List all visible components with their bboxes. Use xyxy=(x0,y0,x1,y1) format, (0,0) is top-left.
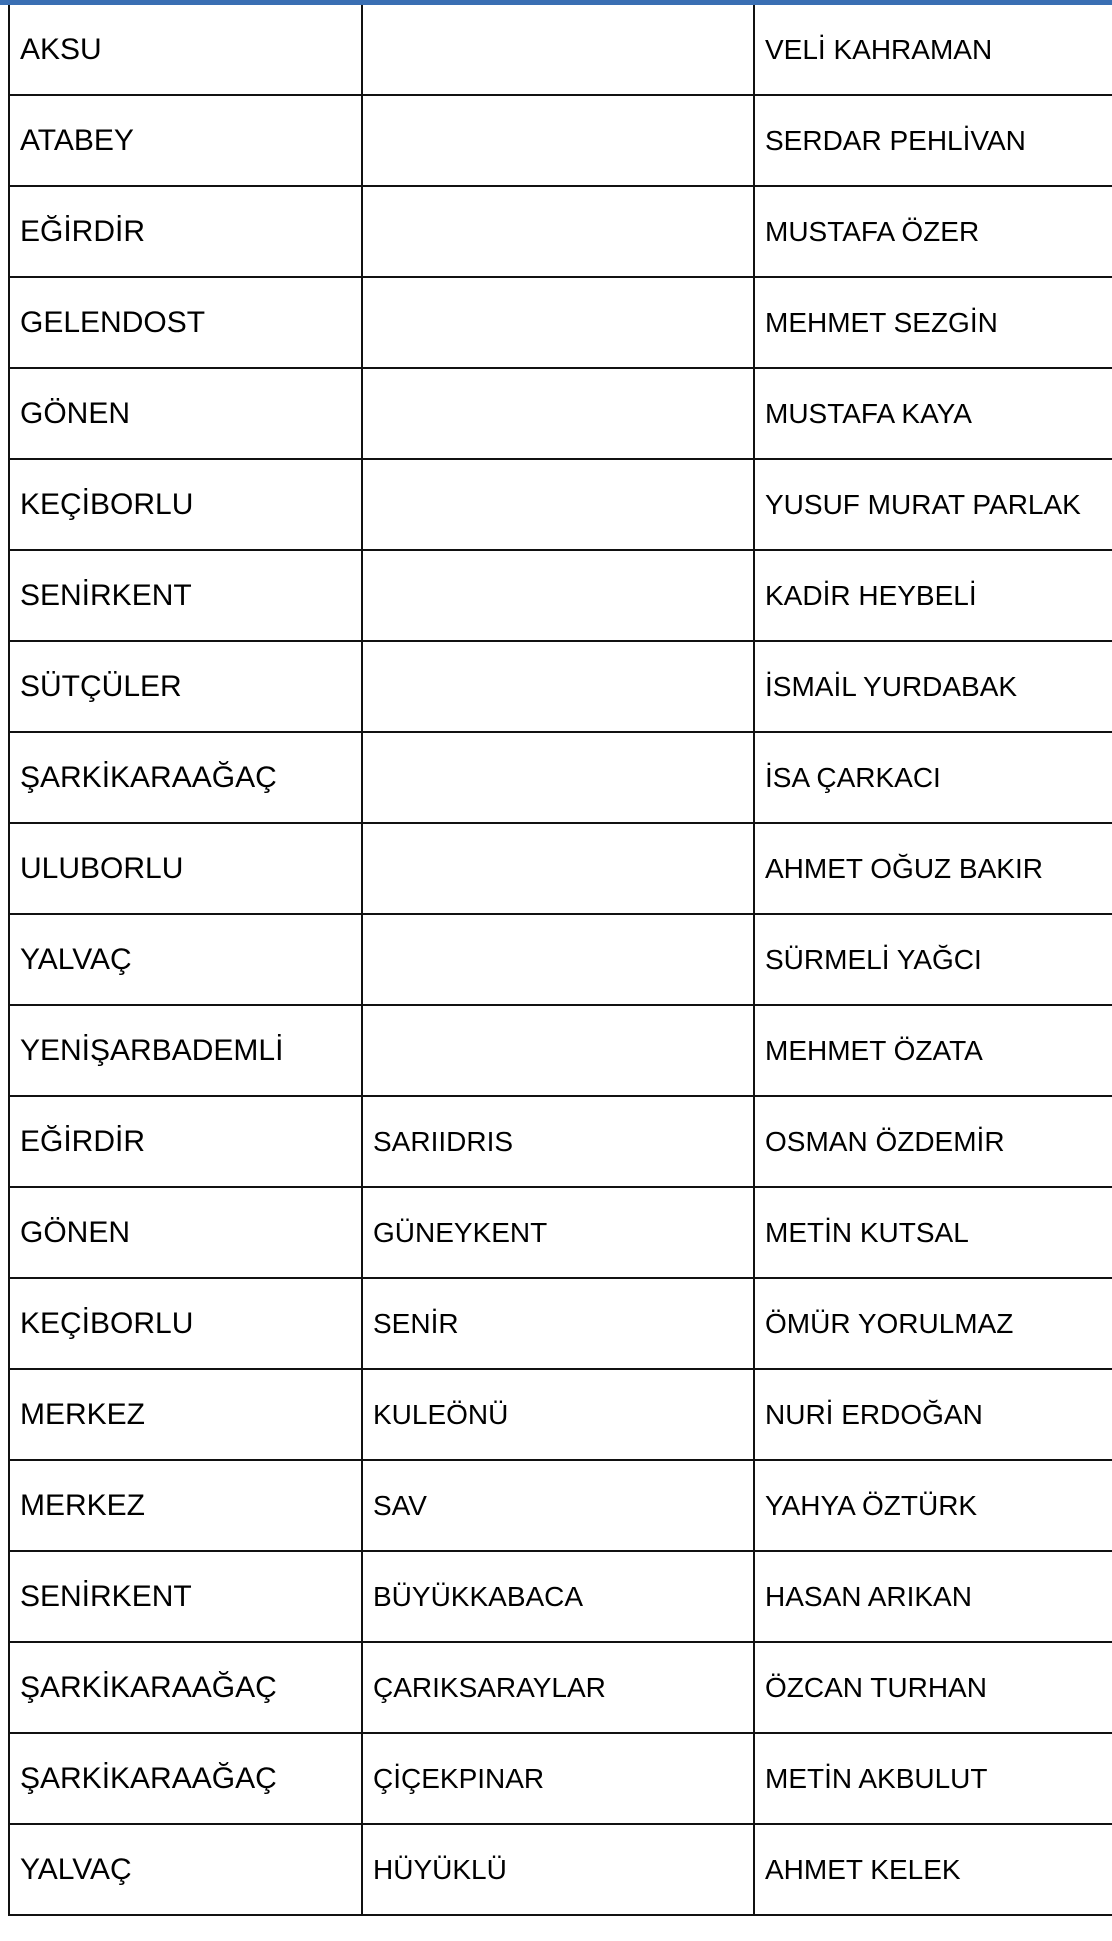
table-row xyxy=(9,1005,1112,1096)
district-cell: GÖNEN xyxy=(9,368,362,459)
town-cell xyxy=(362,550,754,641)
district-cell: ŞARKİKARAAĞAÇ xyxy=(9,1733,362,1824)
name-cell: SÜRMELİ YAĞCI xyxy=(754,914,1112,1005)
table-row xyxy=(9,277,1112,368)
results-table xyxy=(8,5,1112,1916)
district-cell: AKSU xyxy=(9,5,362,95)
town-cell xyxy=(362,823,754,914)
table-row xyxy=(9,186,1112,277)
name-cell: İSA ÇARKACI xyxy=(754,732,1112,823)
name-cell: SERDAR PEHLİVAN xyxy=(754,95,1112,186)
table-row xyxy=(9,1824,1112,1915)
name-cell: KADİR HEYBELİ xyxy=(754,550,1112,641)
town-cell: GÜNEYKENT xyxy=(362,1187,754,1278)
town-cell: SENİR xyxy=(362,1278,754,1369)
town-cell: BÜYÜKKABACA xyxy=(362,1551,754,1642)
district-cell: SENİRKENT xyxy=(9,1551,362,1642)
town-cell: ÇARIKSARAYLAR xyxy=(362,1642,754,1733)
district-cell: ŞARKİKARAAĞAÇ xyxy=(9,1642,362,1733)
town-cell xyxy=(362,368,754,459)
table-row xyxy=(9,459,1112,550)
district-cell: YALVAÇ xyxy=(9,1824,362,1915)
name-cell: MEHMET SEZGİN xyxy=(754,277,1112,368)
town-cell xyxy=(362,914,754,1005)
table-row xyxy=(9,823,1112,914)
table-row xyxy=(9,1369,1112,1460)
town-cell xyxy=(362,5,754,95)
table-row xyxy=(9,1551,1112,1642)
district-cell: YENİŞARBADEMLİ xyxy=(9,1005,362,1096)
town-cell xyxy=(362,95,754,186)
town-cell: SAV xyxy=(362,1460,754,1551)
name-cell: MUSTAFA KAYA xyxy=(754,368,1112,459)
district-cell: MERKEZ xyxy=(9,1460,362,1551)
name-cell: HASAN ARIKAN xyxy=(754,1551,1112,1642)
name-cell: ÖMÜR YORULMAZ xyxy=(754,1278,1112,1369)
district-cell: ŞARKİKARAAĞAÇ xyxy=(9,732,362,823)
district-cell: MERKEZ xyxy=(9,1369,362,1460)
district-cell: EĞİRDİR xyxy=(9,1096,362,1187)
name-cell: YUSUF MURAT PARLAK xyxy=(754,459,1112,550)
table-row xyxy=(9,95,1112,186)
name-cell: NURİ ERDOĞAN xyxy=(754,1369,1112,1460)
name-cell: YAHYA ÖZTÜRK xyxy=(754,1460,1112,1551)
table-row xyxy=(9,5,1112,95)
district-cell: YALVAÇ xyxy=(9,914,362,1005)
name-cell: AHMET OĞUZ BAKIR xyxy=(754,823,1112,914)
name-cell: METİN AKBULUT xyxy=(754,1733,1112,1824)
town-cell: SARIIDRIS xyxy=(362,1096,754,1187)
name-cell: METİN KUTSAL xyxy=(754,1187,1112,1278)
district-cell: KEÇİBORLU xyxy=(9,1278,362,1369)
name-cell: ÖZCAN TURHAN xyxy=(754,1642,1112,1733)
table-row xyxy=(9,1187,1112,1278)
district-cell: SÜTÇÜLER xyxy=(9,641,362,732)
district-cell: ATABEY xyxy=(9,95,362,186)
table-row xyxy=(9,1642,1112,1733)
town-cell: ÇİÇEKPINAR xyxy=(362,1733,754,1824)
name-cell: OSMAN ÖZDEMİR xyxy=(754,1096,1112,1187)
table-row xyxy=(9,1278,1112,1369)
town-cell: HÜYÜKLÜ xyxy=(362,1824,754,1915)
table-row xyxy=(9,1460,1112,1551)
district-cell: KEÇİBORLU xyxy=(9,459,362,550)
table-row xyxy=(9,1096,1112,1187)
town-cell xyxy=(362,277,754,368)
district-cell: GELENDOST xyxy=(9,277,362,368)
table-row xyxy=(9,1733,1112,1824)
name-cell: İSMAİL YURDABAK xyxy=(754,641,1112,732)
table-row xyxy=(9,914,1112,1005)
town-cell xyxy=(362,1005,754,1096)
table-row xyxy=(9,550,1112,641)
name-cell: MUSTAFA ÖZER xyxy=(754,186,1112,277)
town-cell xyxy=(362,732,754,823)
name-cell: AHMET KELEK xyxy=(754,1824,1112,1915)
name-cell: MEHMET ÖZATA xyxy=(754,1005,1112,1096)
district-cell: ULUBORLU xyxy=(9,823,362,914)
district-cell: EĞİRDİR xyxy=(9,186,362,277)
town-cell: KULEÖNÜ xyxy=(362,1369,754,1460)
table-row xyxy=(9,732,1112,823)
name-cell: VELİ KAHRAMAN xyxy=(754,5,1112,95)
results-table-body xyxy=(9,5,1112,1915)
town-cell xyxy=(362,641,754,732)
table-row xyxy=(9,641,1112,732)
table-row xyxy=(9,368,1112,459)
town-cell xyxy=(362,459,754,550)
town-cell xyxy=(362,186,754,277)
district-cell: SENİRKENT xyxy=(9,550,362,641)
district-cell: GÖNEN xyxy=(9,1187,362,1278)
